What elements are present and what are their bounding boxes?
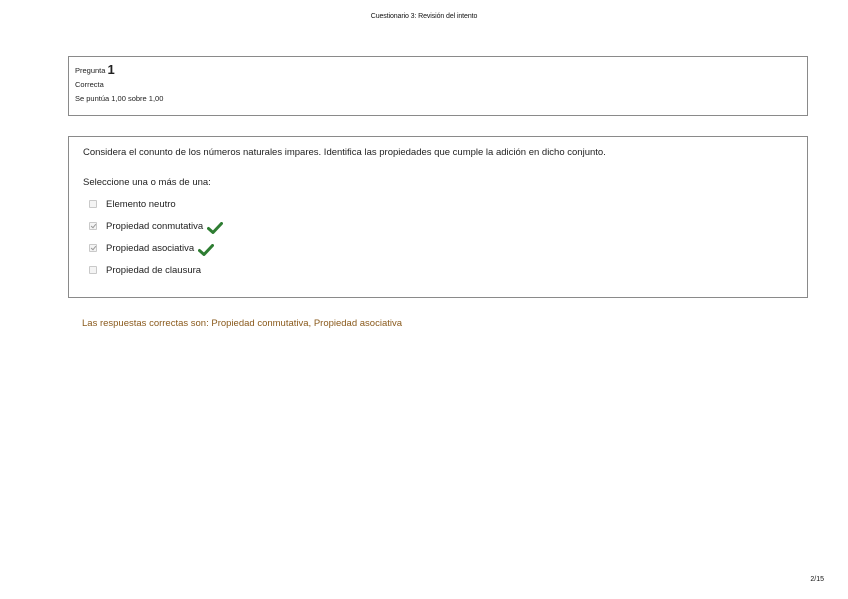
option-propiedad-conmutativa [89,219,223,233]
question-label: Pregunta [75,66,106,75]
option-label: Propiedad asociativa [106,242,195,254]
question-prompt: Seleccione una o más de una: [83,177,211,188]
question-number-line [75,63,801,78]
question-info-box [68,56,808,116]
check-icon [198,244,214,256]
option-checkbox[interactable] [89,200,97,208]
option-checkbox[interactable] [89,266,97,274]
option-propiedad-asociativa [89,241,214,255]
correct-answer-feedback: Las respuestas correctas son: Propiedad conmutativa, Propiedad asociativa [82,318,403,329]
page-number: 2/15 [810,576,824,583]
page-header-title: Cuestionario 3: Revisión del intento [370,13,478,20]
question-score: Se puntúa 1,00 sobre 1,00 [75,94,164,103]
option-checkbox[interactable] [89,244,97,252]
question-text: Considera el conunto de los números naturales impares. Identifica las propiedades que cumple la adición en dicho conjunto. [83,147,606,158]
option-checkbox[interactable] [89,222,97,230]
option-label: Propiedad de clausura [106,264,202,276]
option-label: Elemento neutro [106,198,176,210]
option-propiedad-de-clausura [89,263,201,277]
question-number: 1 [107,62,115,77]
option-label: Propiedad conmutativa [106,220,204,232]
option-elemento-neutro [89,197,176,211]
question-content-box [68,136,808,298]
check-icon [207,222,223,234]
question-status: Correcta [75,80,104,89]
